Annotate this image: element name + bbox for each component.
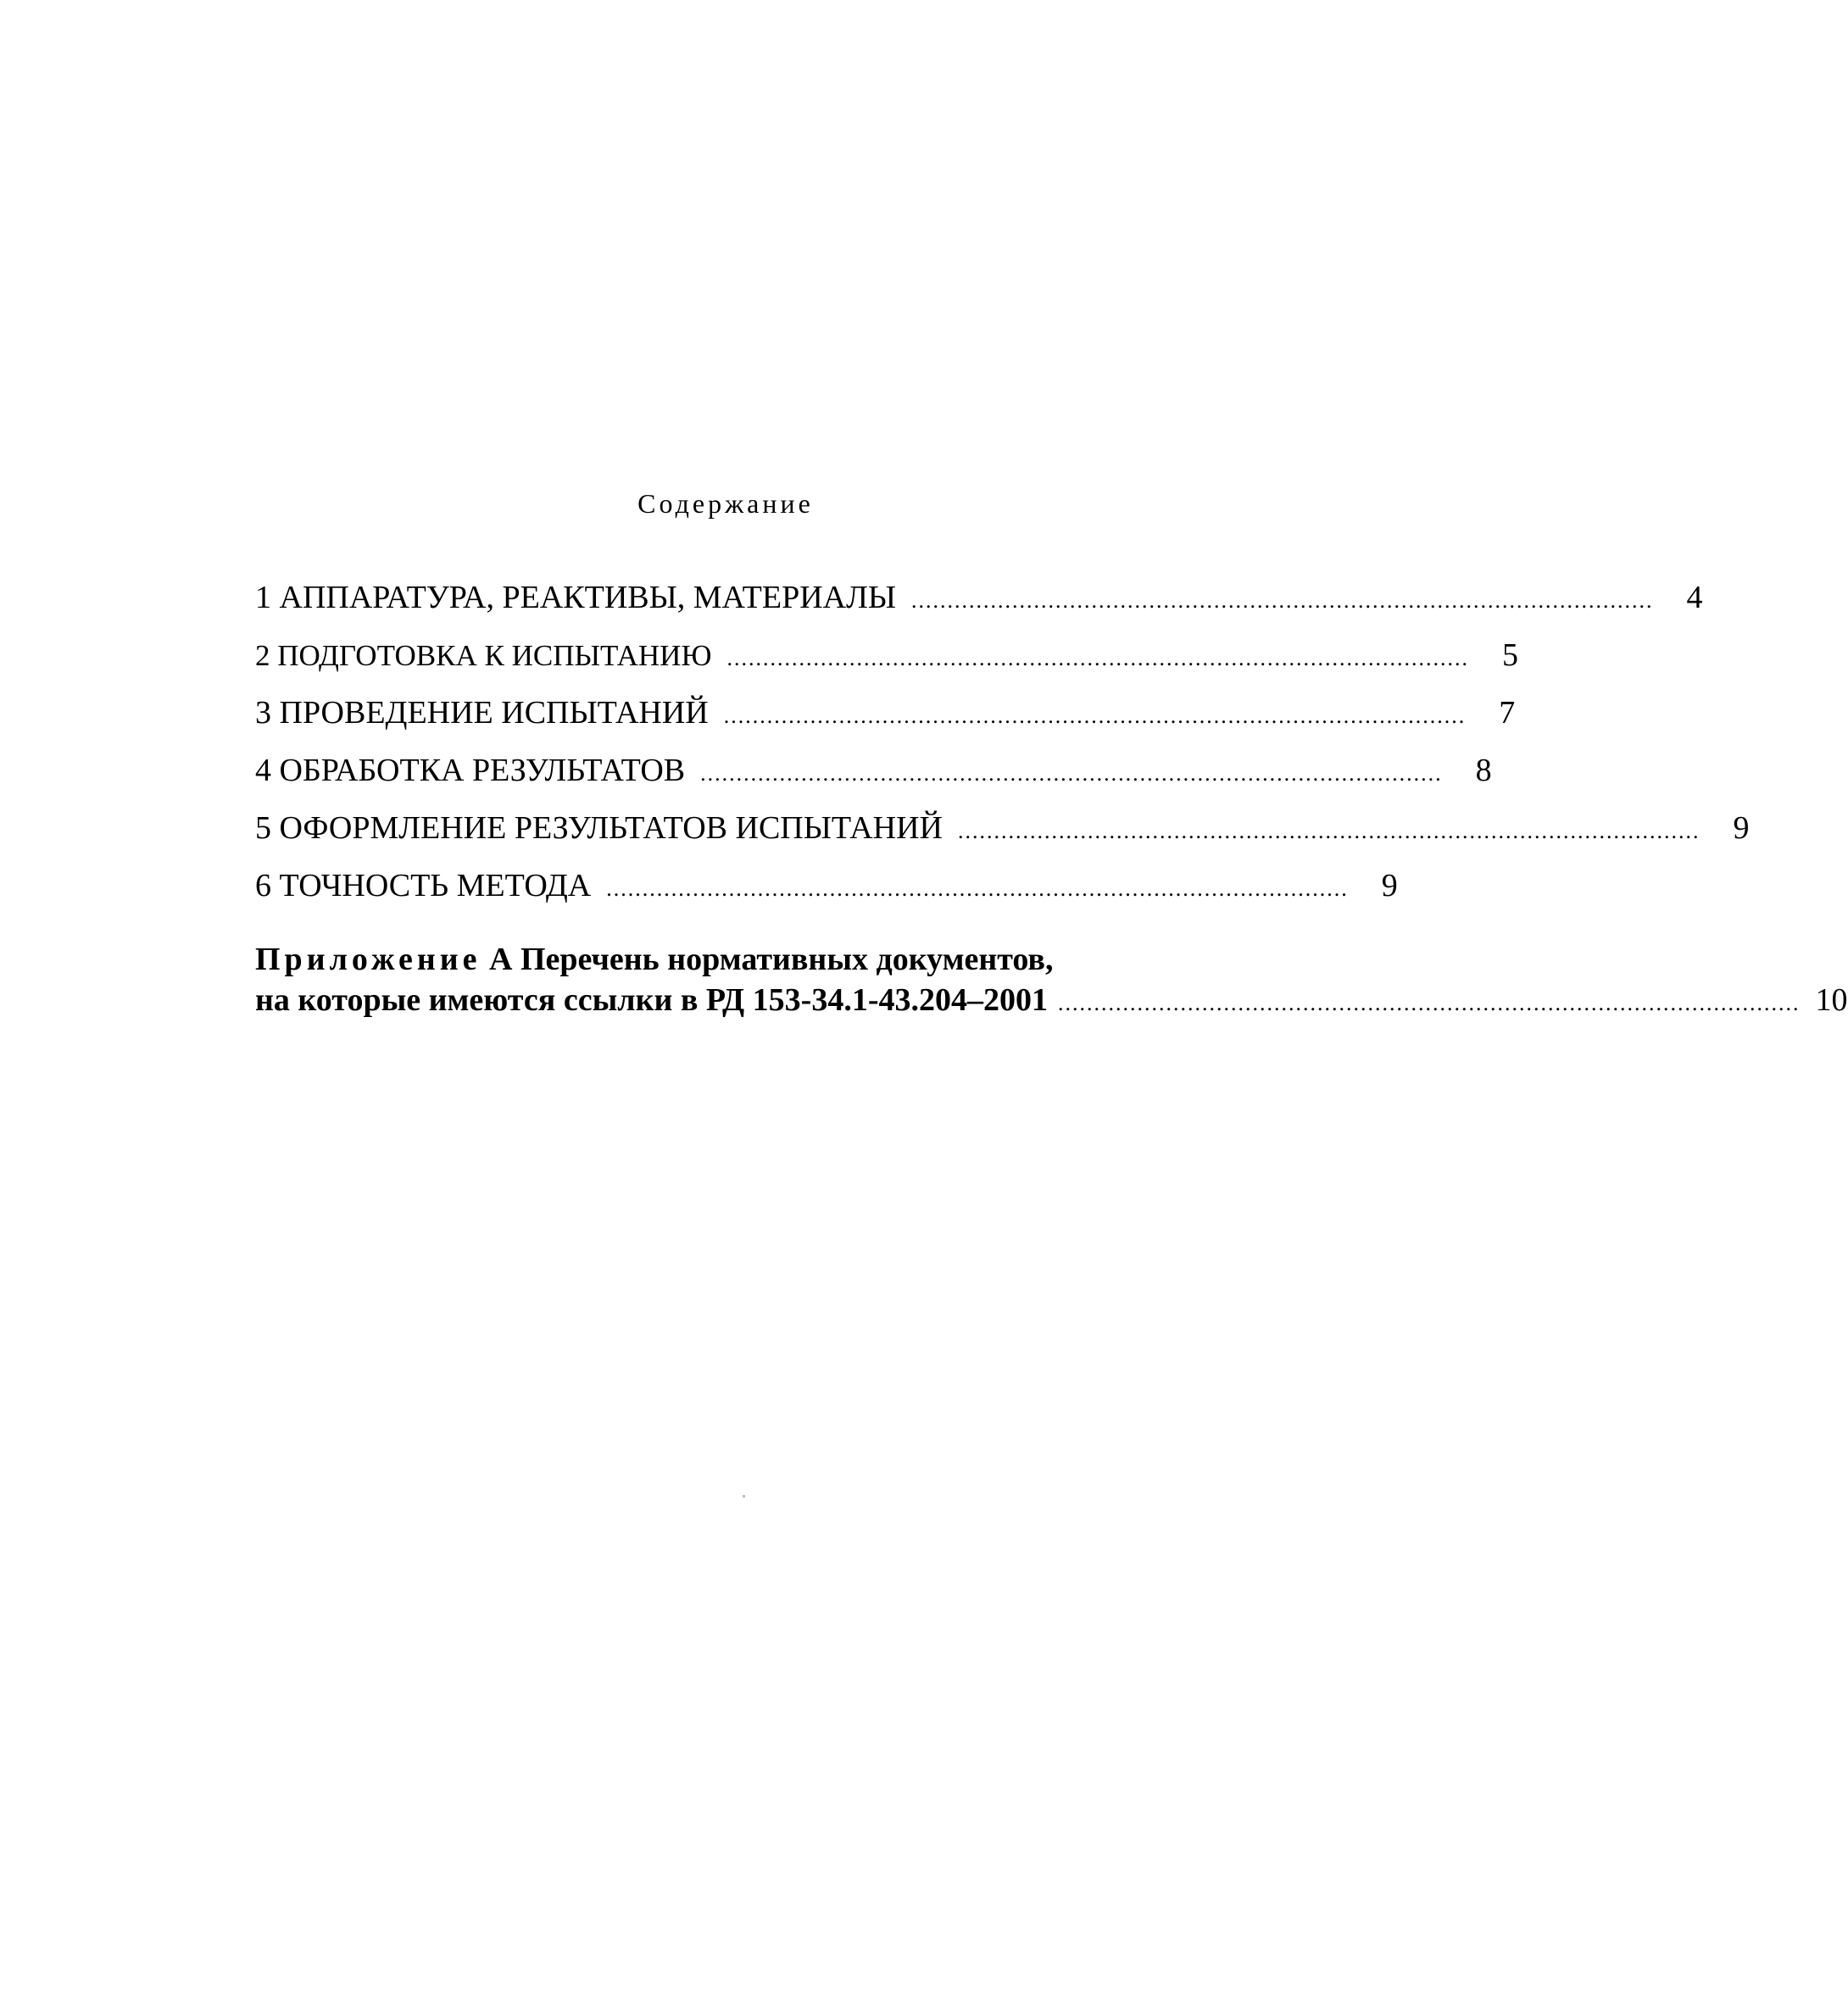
toc-title: Содержание bbox=[637, 488, 814, 519]
toc-entry-label: 3 ПРОВЕДЕНИЕ ИСПЫТАНИЙ bbox=[255, 695, 709, 731]
toc-entry-page: 9 bbox=[1381, 868, 1398, 903]
appendix-page: 10 bbox=[1815, 982, 1848, 1018]
toc-leader-dots: ....................................................................................................... bbox=[957, 819, 1700, 843]
toc-entry-label: 2 ПОДГОТОВКА К ИСПЫТАНИЮ bbox=[255, 639, 712, 672]
toc-entry-label: 5 ОФОРМЛЕНИЕ РЕЗУЛЬТАТОВ ИСПЫТАНИЙ bbox=[255, 810, 943, 846]
toc-entry-1[interactable] bbox=[255, 576, 1703, 619]
appendix-title-line-2: на которые имеются ссылки в РД 153-34.1-43.204–2001 bbox=[255, 982, 1048, 1018]
toc-entry-4[interactable] bbox=[255, 749, 1492, 792]
toc-leader-dots: ....................................................................................................... bbox=[726, 646, 1469, 670]
toc-entry-appendix[interactable] bbox=[255, 939, 1848, 1024]
toc-entry-page: 5 bbox=[1501, 637, 1518, 673]
toc-entry-page: 7 bbox=[1499, 695, 1516, 731]
toc-entry-label: 4 ОБРАБОТКА РЕЗУЛЬТАТОВ bbox=[255, 753, 686, 788]
toc-entry-3[interactable] bbox=[255, 692, 1516, 734]
appendix-line-2 bbox=[255, 980, 1848, 1024]
toc-entry-5[interactable] bbox=[255, 807, 1750, 849]
toc-leader-dots: ....................................................................................................... bbox=[700, 761, 1443, 786]
toc-entry-label: 6 ТОЧНОСТЬ МЕТОДА bbox=[255, 868, 592, 903]
toc-leader-dots: ....................................................................................................... bbox=[911, 588, 1654, 613]
appendix-prefix: Приложение bbox=[255, 942, 481, 977]
toc-leader-dots: ....................................................................................................... bbox=[1058, 991, 1801, 1015]
appendix-line-1 bbox=[255, 939, 1205, 980]
toc-entry-2[interactable] bbox=[255, 634, 1518, 676]
scan-speck bbox=[743, 1495, 745, 1498]
toc-entry-page: 9 bbox=[1733, 810, 1750, 846]
toc-leader-dots: ....................................................................................................... bbox=[606, 876, 1349, 901]
toc-entry-page: 4 bbox=[1686, 580, 1703, 615]
toc-entry-6[interactable] bbox=[255, 864, 1398, 907]
toc-entry-page: 8 bbox=[1475, 753, 1492, 788]
appendix-title-line-1: А Перечень нормативных документов, bbox=[489, 942, 1054, 977]
toc-entry-label: 1 АППАРАТУРА, РЕАКТИВЫ, МАТЕРИАЛЫ bbox=[255, 580, 896, 615]
toc-leader-dots: ....................................................................................................... bbox=[723, 703, 1467, 728]
